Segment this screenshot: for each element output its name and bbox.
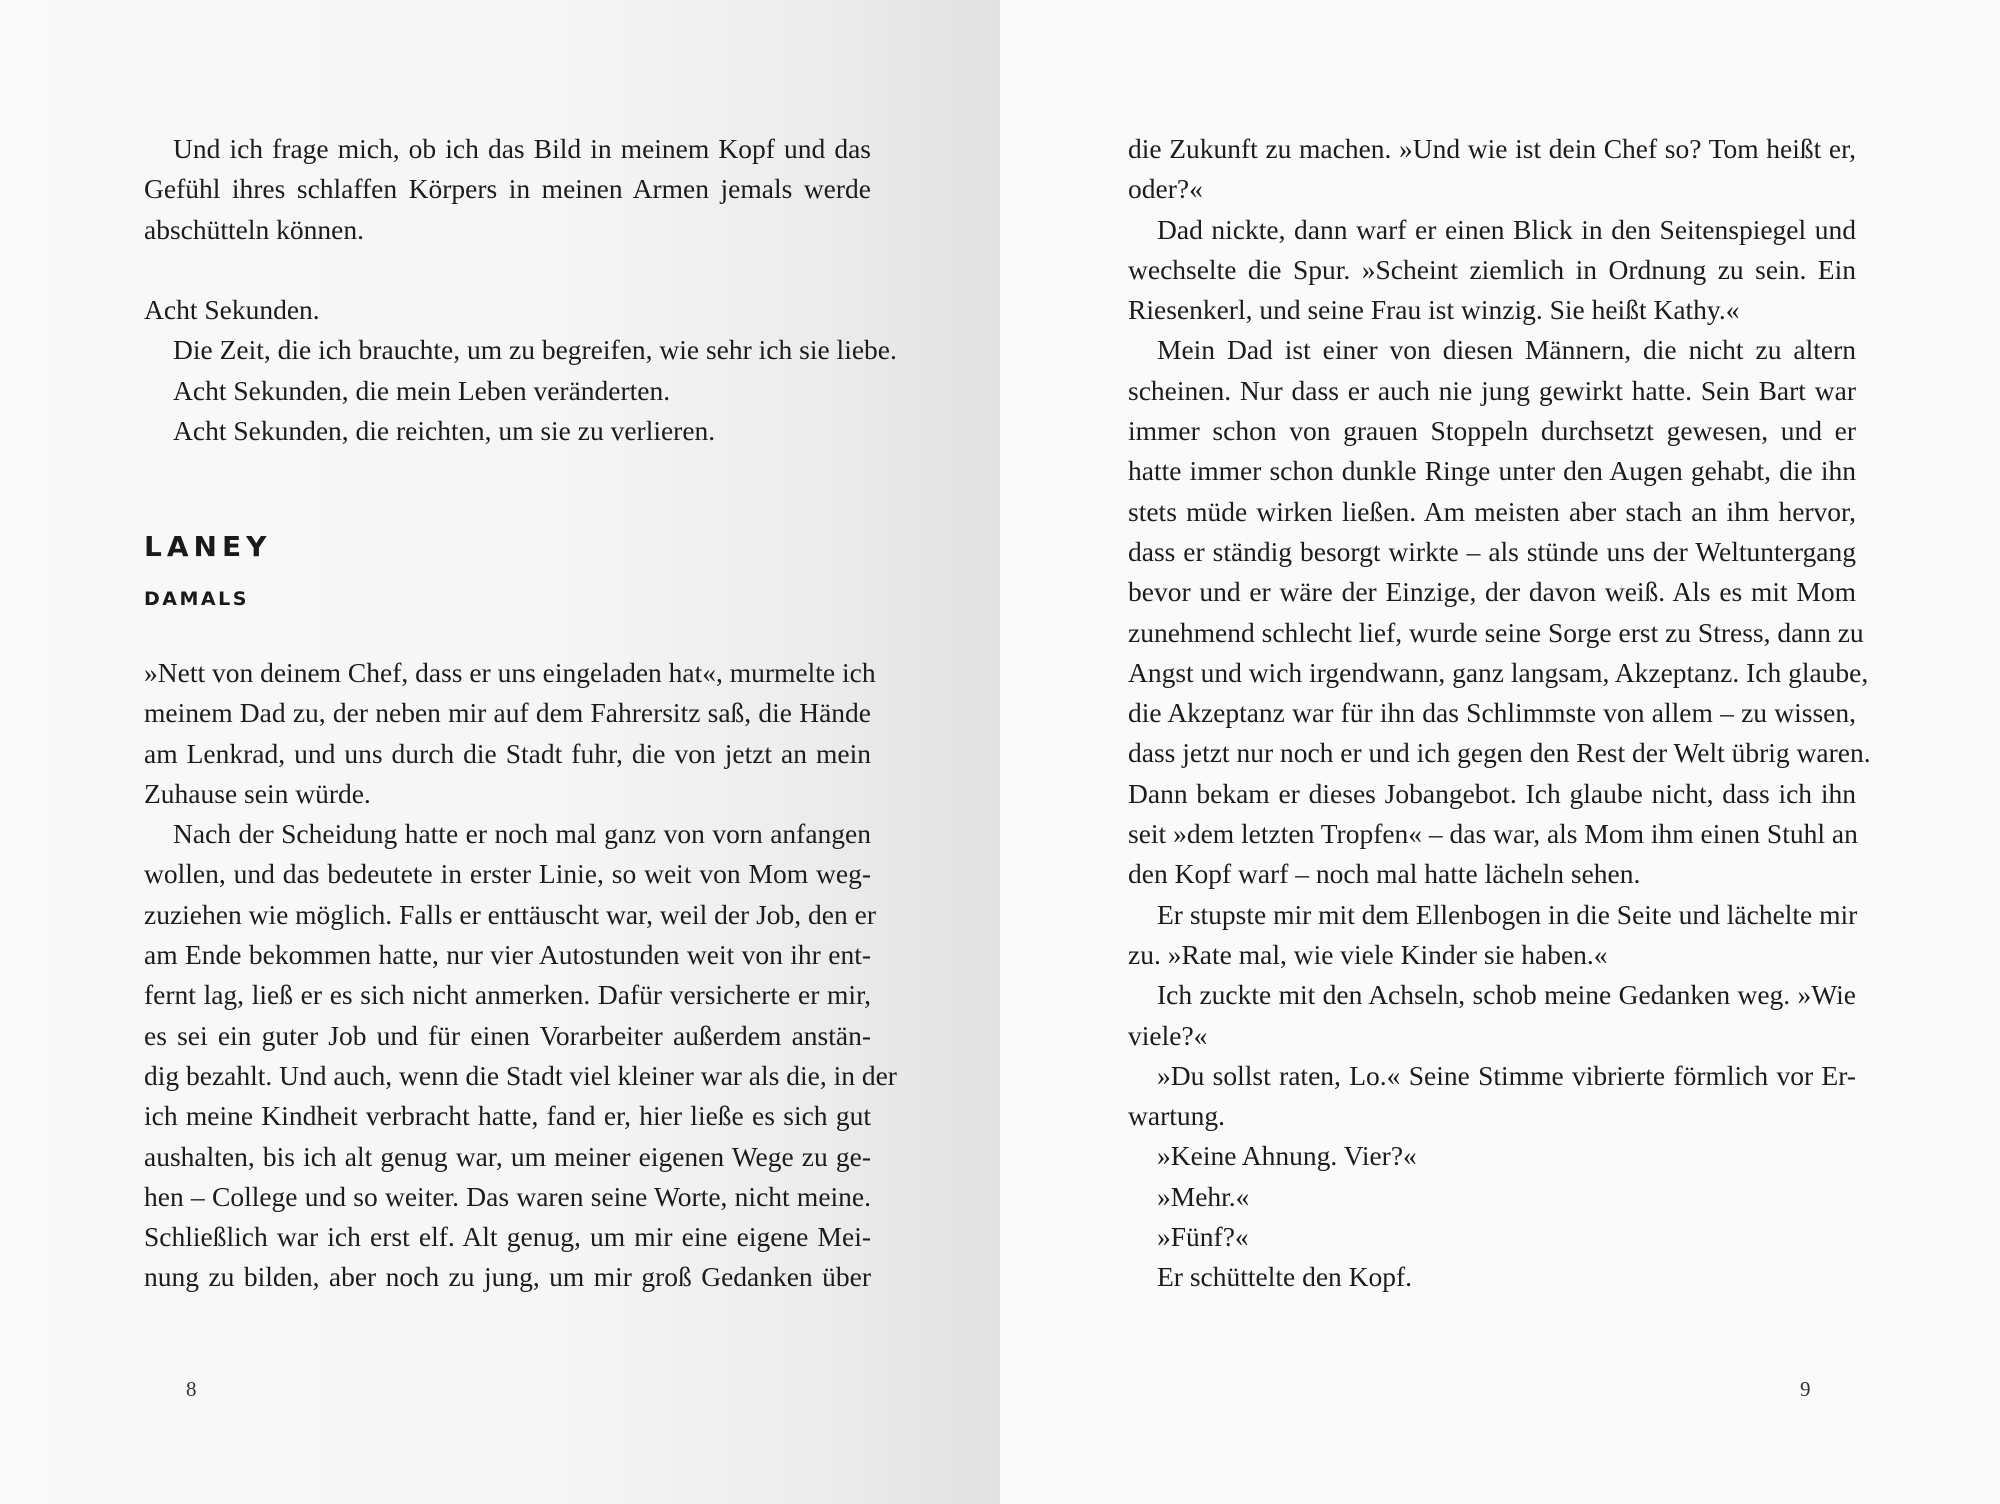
text-line: hen – College und so weiter. Das waren seine Worte, nicht meine. [144,1180,871,1212]
text-line: Zuhause sein würde. [144,777,371,809]
text-line: Dad nickte, dann warf er einen Blick in den Seitenspiegel und [1157,213,1856,245]
paragraph [144,371,871,411]
paragraph [1128,975,1856,1056]
text-line: Schließlich war ich erst elf. Alt genug, um mir eine eigene Mei- [144,1221,871,1253]
text-line: Angst und wich irgendwann, ganz langsam, Akzeptanz. Ich glaube, [1128,656,1869,688]
paragraph [144,290,871,330]
text-line: oder?« [1128,173,1203,205]
text-line: aushalten, bis ich alt genug war, um meiner eigenen Wege zu ge- [144,1140,871,1172]
text-line: fernt lag, ließ er es sich nicht anmerken. Dafür versicherte er mir, [144,979,871,1011]
text-line: immer schon von grauen Stoppeln durchsetzt gewesen, und er [1128,415,1856,447]
section-break [144,250,871,290]
text-line: die Akzeptanz war für ihn das Schlimmste von allem – zu wissen, [1128,697,1856,729]
body-text [1128,129,1871,1298]
right-page [1000,0,2000,1504]
paragraph [1128,129,1856,210]
paragraph [1128,1177,1856,1217]
text-line: Ich zuckte mit den Achseln, schob meine Gedanken weg. »Wie [1157,979,1856,1011]
paragraph [1128,330,1871,894]
text-line: Und ich frage mich, ob ich das Bild in meinem Kopf und das [173,133,871,164]
text-line: Riesenkerl, und seine Frau ist winzig. Sie heißt Kathy.« [1128,294,1740,326]
paragraph [1128,895,1856,976]
text-line: am Ende bekommen hatte, nur vier Autostunden weit von ihr ent- [144,939,871,971]
text-line: meinem Dad zu, der neben mir auf dem Fahrersitz saß, die Hände [144,697,871,729]
chapter-subtitle: DAMALS [144,588,249,610]
page-number: 9 [1800,1377,1811,1401]
text-line: »Fünf?« [1157,1221,1249,1253]
text-line: »Keine Ahnung. Vier?« [1157,1140,1417,1172]
text-line: abschütteln können. [144,213,364,245]
text-line: die Zukunft zu machen. »Und wie ist dein Chef so? Tom heißt er, [1128,133,1856,164]
text-line: Mein Dad ist einer von diesen Männern, die nicht zu altern [1157,334,1856,366]
text-line: »Nett von deinem Chef, dass er uns eingeladen hat«, murmelte ich [144,657,876,688]
text-line: Er schüttelte den Kopf. [1157,1261,1413,1293]
text-line: wollen, und das bedeutete in erster Linie, so weit von Mom weg- [144,858,871,890]
paragraph [144,411,871,451]
paragraph [1128,1136,1856,1176]
text-line: den Kopf warf – noch mal hatte lächeln sehen. [1128,858,1641,890]
text-line: seit »dem letzten Tropfen« – das war, als Mom ihm einen Stuhl an [1128,818,1858,850]
paragraph [144,653,876,814]
text-line: hatte immer schon dunkle Ringe unter den Augen gehabt, die ihn [1128,455,1856,487]
text-line: dig bezahlt. Und auch, wenn die Stadt viel kleiner war als die, in der [144,1059,897,1091]
paragraph [1128,1056,1856,1137]
intro-text [144,129,897,451]
text-line: wartung. [1128,1100,1225,1132]
paragraph [144,814,897,1298]
text-line: bevor und er wäre der Einzige, der davon weiß. Als es mit Mom [1128,576,1856,608]
text-line: Acht Sekunden, die mein Leben veränderten. [173,374,671,406]
text-line: zuziehen wie möglich. Falls er enttäuscht war, weil der Job, den er [144,898,876,930]
text-line: zunehmend schlecht lief, wurde seine Sorge erst zu Stress, dann zu [1128,616,1864,648]
text-line: nung zu bilden, aber noch zu jung, um mir groß Gedanken über [144,1261,871,1293]
paragraph [1128,1257,1856,1297]
text-line: zu. »Rate mal, wie viele Kinder sie haben.« [1128,938,1608,970]
text-line: Nach der Scheidung hatte er noch mal ganz von vorn anfangen [173,818,871,850]
text-line: dass er ständig besorgt wirkte – als stünde uns der Weltuntergang [1128,535,1856,567]
text-line: Acht Sekunden, die reichten, um sie zu verlieren. [173,415,716,447]
text-line: Acht Sekunden. [144,294,320,326]
body-text [144,653,897,1298]
text-line: Gefühl ihres schlaffen Körpers in meinen Armen jemals werde [144,173,871,205]
text-line: Er stupste mir mit dem Ellenbogen in die Seite und lächelte mir [1157,898,1858,930]
chapter-name: LANEY [144,530,272,563]
paragraph [1128,210,1856,331]
text-line: ich meine Kindheit verbracht hatte, fand er, hier ließe es sich gut [144,1100,871,1132]
text-line: wechselte die Spur. »Scheint ziemlich in Ordnung zu sein. Ein [1128,253,1856,285]
text-line: Die Zeit, die ich brauchte, um zu begreifen, wie sehr ich sie liebe. [173,334,897,366]
text-line: dass jetzt nur noch er und ich gegen den Rest der Welt übrig waren. [1128,737,1871,769]
text-line: viele?« [1128,1019,1208,1051]
text-line: »Mehr.« [1157,1180,1250,1212]
text-line: scheinen. Nur dass er auch nie jung gewirkt hatte. Sein Bart war [1128,374,1856,406]
text-line: es sei ein guter Job und für einen Vorarbeiter außerdem anstän- [144,1019,871,1051]
paragraph [144,330,897,370]
text-line: am Lenkrad, und uns durch die Stadt fuhr, die von jetzt an mein [144,737,871,769]
text-line: »Du sollst raten, Lo.« Seine Stimme vibrierte förmlich vor Er- [1157,1059,1856,1091]
paragraph [144,129,871,250]
paragraph [1128,1217,1856,1257]
text-line: Dann bekam er dieses Jobangebot. Ich glaube nicht, dass ich ihn [1128,777,1856,809]
page-number: 8 [186,1377,197,1401]
text-line: stets müde wirken ließen. Am meisten aber stach an ihm hervor, [1128,495,1856,527]
